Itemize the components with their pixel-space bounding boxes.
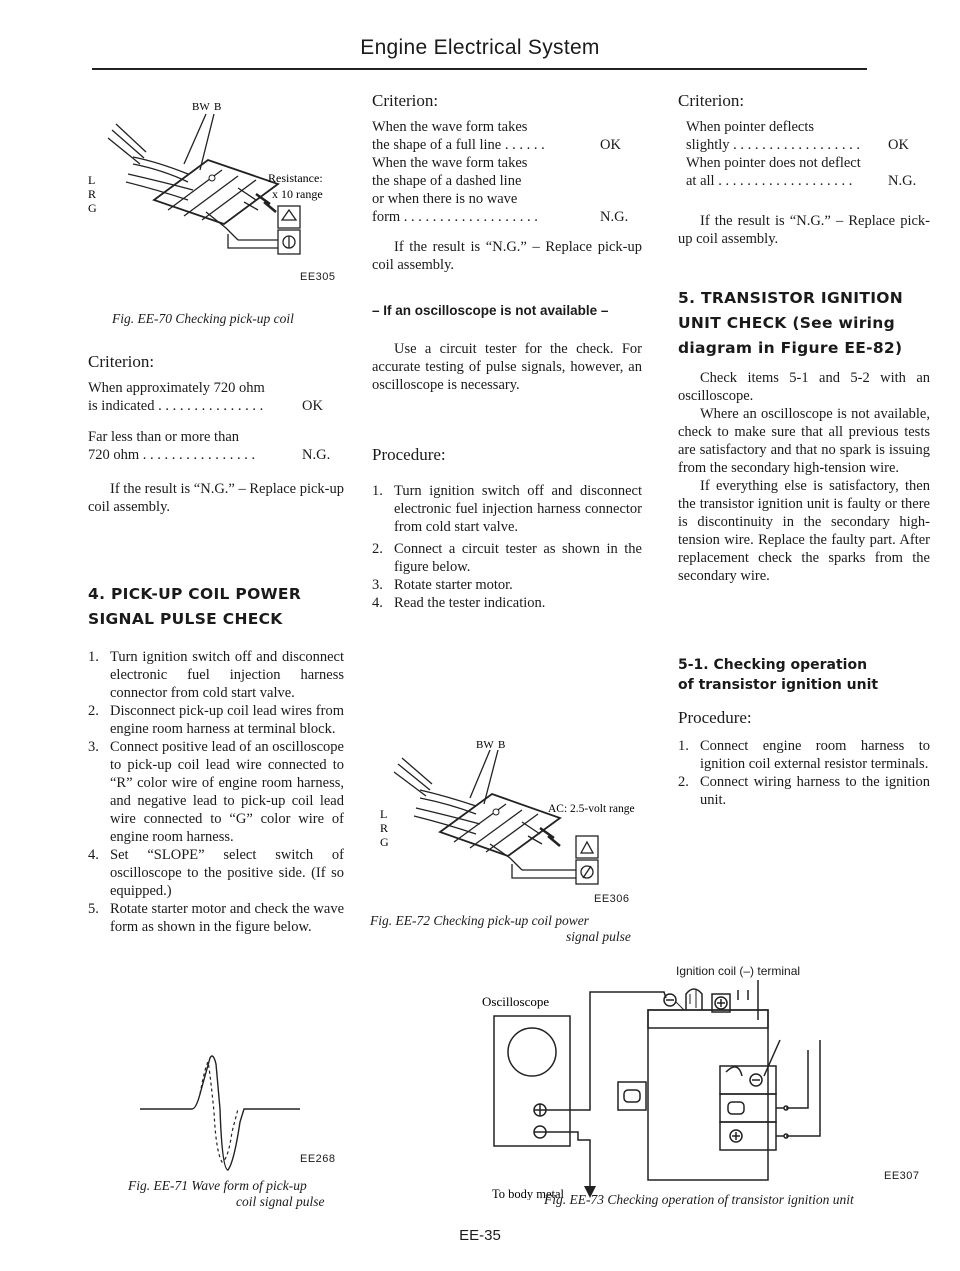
crit2-result-line [88, 446, 344, 464]
fig70-label-b: B [214, 101, 222, 113]
subsection-5-1-heading: 5-1. Checking operation of transistor ignition unit [678, 657, 879, 693]
pointer-no-deflect-line: at all . . . . . . . . . . . . . . . . . . . N.G. [686, 173, 917, 189]
list-item: 1. Turn ignition switch off and disconnect electronic fuel injection harness connector from cold start valve. [88, 649, 344, 701]
fig70-label-l: L [88, 173, 96, 187]
fig72-label-bw: BW [476, 739, 494, 751]
crit1-result: OK [302, 398, 323, 414]
fig73-ignition-label: Ignition coil (–) terminal [676, 964, 801, 978]
procedure-steps [372, 482, 642, 612]
section-5-para3: If everything else is satisfactory, then the transistor ignition unit is faulty or there is discontinuity in the secondary high-tension wire. Replace the faulty part. After replacement check the sparks from the secondary wire. [678, 478, 930, 584]
transistor-ignition-test-diagram [480, 980, 880, 1200]
figure-ee73 [480, 980, 880, 1200]
fig72-label-g: G [380, 835, 389, 849]
fig72-range-label: AC: 2.5-volt range [548, 803, 635, 815]
fig71-code: EE268 [300, 1153, 336, 1165]
pointer-line3: When pointer does not deflect [686, 155, 861, 171]
section-4-steps [88, 648, 344, 936]
fig72-code: EE306 [594, 893, 630, 905]
wave-dashed-line: form . . . . . . . . . . . . . . . . . . . N.G. [372, 209, 629, 225]
fig72-caption-line1: Fig. EE-72 Checking pick-up coil power [370, 913, 589, 928]
crit2-line2: 720 ohm . . . . . . . . . . . . . . . . [88, 447, 256, 463]
wave-full-line: the shape of a full line . . . . . . OK [372, 137, 621, 153]
list-item: 2. Connect a circuit tester as shown in the figure below. [372, 541, 642, 575]
replace-text: If the result is “N.G.” – Replace pick-up coil assembly. [88, 481, 344, 515]
section-5-para1: Check items 5-1 and 5-2 with an oscilloscope. [678, 370, 930, 404]
fig70-caption: Fig. EE-70 Checking pick-up coil [112, 311, 294, 326]
section-5-heading: 5. TRANSISTOR IGNITION UNIT CHECK (See wiring diagram in Figure EE-82) [678, 289, 904, 357]
crit1-line2: is indicated . . . . . . . . . . . . . . . [88, 398, 264, 414]
fig72-label-l: L [380, 807, 388, 821]
pickup-coil-ac-voltage-diagram [380, 738, 640, 888]
column-3-text [678, 92, 930, 809]
pointer-deflect-line: slightly . . . . . . . . . . . . . . . . . . OK [686, 137, 909, 153]
criterion-heading: Criterion: [88, 352, 155, 371]
section-5-para2: Where an oscilloscope is not available, check to make sure that all previous tests are satisfactory and that no spark is issuing from the secondary high-tension wire. [678, 406, 930, 476]
section-4-heading-line2: SIGNAL PULSE CHECK [88, 610, 283, 628]
page-header-title: Engine Electrical System [360, 36, 600, 59]
figure-ee70 [88, 92, 344, 262]
fig72-label-b: B [498, 739, 506, 751]
procedure-heading: Procedure: [678, 708, 752, 727]
wave-line4: the shape of a dashed line [372, 173, 522, 189]
crit1-line1: When approximately 720 ohm [88, 380, 265, 396]
list-item: 2. Connect wiring harness to the ignition unit. [678, 774, 930, 808]
header-rule [92, 68, 867, 70]
list-item: 4. Read the tester indication. [372, 595, 546, 611]
fig73-code: EE307 [884, 1170, 920, 1182]
fig70-resistance-label: Resistance: [268, 171, 323, 185]
pickup-coil-resistance-diagram [88, 92, 344, 262]
replace-text: If the result is “N.G.” – Replace pick-up coil assembly. [678, 213, 930, 247]
list-item: 3. Connect positive lead of an oscilloscope to pick-up coil lead wire connected to “R” color wire of engine room harness, and negative lead to pick-up coil lead wire connected to “G” color wire of engine room harness. [88, 739, 344, 845]
crit2-result: N.G. [302, 447, 331, 463]
pulse-waveform-diagram [140, 1052, 300, 1178]
fig70-label-bw: BW [192, 101, 210, 113]
pointer-line1: When pointer deflects [686, 119, 815, 135]
fig71-caption-line1: Fig. EE-71 Wave form of pick-up [128, 1178, 307, 1193]
fig70-label-g: G [88, 201, 97, 215]
list-item: 4. Set “SLOPE” select switch of oscilloscope to the positive side. (If so equipped.) [88, 847, 344, 899]
procedure-steps [678, 737, 930, 809]
section-4-heading-line1: 4. PICK-UP COIL POWER [88, 585, 302, 603]
no-oscilloscope-heading: – If an oscilloscope is not available – [372, 303, 609, 318]
procedure-heading: Procedure: [372, 445, 446, 464]
fig73-caption: Fig. EE-73 Checking operation of transistor ignition unit [544, 1192, 854, 1207]
wave-line3: When the wave form takes [372, 155, 528, 171]
wave-line1: When the wave form takes [372, 119, 528, 135]
fig72-label-r: R [380, 821, 389, 835]
fig72-caption-line2: signal pulse [566, 929, 631, 944]
wave-line5: or when there is no wave [372, 191, 518, 207]
column-2-text [372, 92, 642, 612]
fig73-body-metal-label: To body metal [492, 1187, 565, 1200]
fig73-oscilloscope-label: Oscilloscope [482, 994, 550, 1009]
list-item: 2. Disconnect pick-up coil lead wires from engine room harness at terminal block. [88, 703, 344, 737]
criterion-heading: Criterion: [372, 91, 439, 110]
replace-text: If the result is “N.G.” – Replace pick-up coil assembly. [372, 239, 642, 273]
page-number: EE-35 [459, 1227, 501, 1244]
fig70-code: EE305 [300, 271, 336, 283]
fig70-label-r: R [88, 187, 97, 201]
list-item: 3. Rotate starter motor. [372, 577, 513, 593]
list-item: 1. Turn ignition switch off and disconnect electronic fuel injection harness connector from cold start valve. [372, 483, 642, 535]
circuit-tester-text: Use a circuit tester for the check. For accurate testing of pulse signals, however, an oscilloscope is necessary. [372, 341, 642, 393]
crit1-result-line [88, 397, 344, 415]
column-1-text [88, 353, 344, 936]
list-item: 5. Rotate starter motor and check the wave form as shown in the figure below. [88, 901, 344, 935]
list-item: 1. Connect engine room harness to ignition coil external resistor terminals. [678, 738, 930, 772]
criterion-heading: Criterion: [678, 91, 745, 110]
fig71-caption-line2: coil signal pulse [236, 1194, 325, 1209]
fig70-range-label: x 10 range [272, 187, 323, 201]
figure-ee72 [380, 738, 640, 888]
section-4-heading [88, 582, 344, 632]
figure-ee71 [140, 1052, 300, 1178]
crit2-line1: Far less than or more than [88, 429, 240, 445]
